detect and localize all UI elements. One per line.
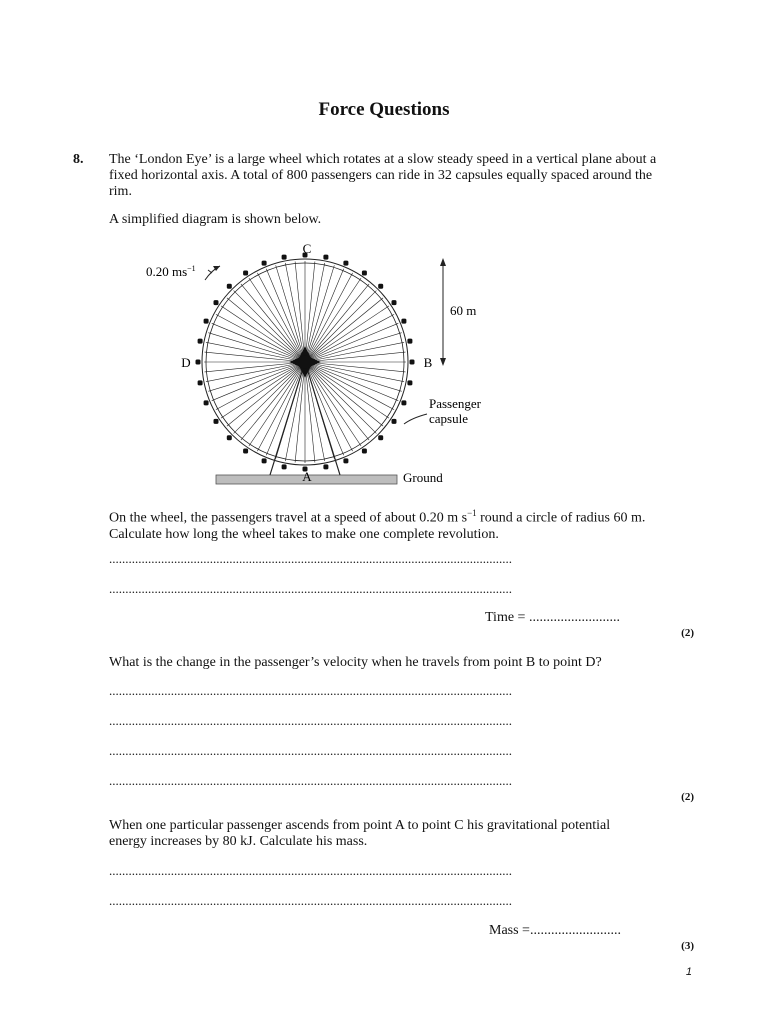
part2-marks: (2): [681, 791, 694, 803]
answer-line[interactable]: ............................................................................................................................: [109, 773, 512, 788]
passenger-capsule-icon: [198, 339, 203, 344]
passenger-capsule-icon: [214, 419, 219, 424]
passenger-capsule-icon: [282, 255, 287, 260]
wheel-spoke: [212, 362, 305, 401]
capsule-label-line1: Passenger: [429, 396, 481, 411]
wheel-spoke: [216, 362, 305, 410]
wheel-spoke: [305, 273, 353, 362]
wheel-spoke: [305, 362, 394, 410]
wheel-spoke: [305, 262, 315, 363]
label-a: A: [302, 469, 312, 484]
answer-line[interactable]: ............................................................................................................................: [109, 713, 512, 728]
answer-line[interactable]: ............................................................................................................................: [109, 893, 512, 908]
wheel-spoke: [241, 362, 305, 440]
passenger-capsule-icon: [401, 400, 406, 405]
label-d: D: [181, 355, 191, 370]
wheel-spoke: [305, 362, 369, 440]
wheel-spoke: [305, 362, 398, 401]
wheel-spoke: [241, 284, 305, 362]
wheel-spoke: [227, 362, 305, 426]
question-intro: The ‘London Eye’ is a large wheel which rotates at a slow steady speed in a vertical plane about a fixed horizontal axis. A total of 800 passengers can ride in 32 capsules equally spaced around the rim.: [109, 152, 657, 199]
passenger-capsule-icon: [198, 380, 203, 385]
part2-question: What is the change in the passenger’s velocity when he travels from point B to point D?: [109, 655, 602, 670]
passenger-capsule-icon: [323, 464, 328, 469]
passenger-capsule-icon: [227, 435, 232, 440]
passenger-capsule-icon: [362, 271, 367, 276]
page-number: 1: [685, 966, 692, 978]
wheel-spoke: [305, 269, 344, 362]
wheel-spoke: [266, 362, 305, 455]
wheel-spoke: [305, 314, 394, 362]
passenger-capsule-icon: [407, 339, 412, 344]
passenger-capsule-icon: [243, 449, 248, 454]
label-c: C: [302, 241, 312, 256]
ground-label: Ground: [403, 470, 443, 485]
passenger-capsule-icon: [362, 449, 367, 454]
passenger-capsule-icon: [214, 300, 219, 305]
capsule-pointer-line: [404, 414, 427, 424]
part1-marks: (2): [681, 627, 694, 639]
wheel-spoke: [305, 362, 344, 455]
part3-marks: (3): [681, 940, 694, 952]
wheel-spoke: [205, 362, 306, 372]
passenger-capsule-icon: [262, 458, 267, 463]
question-number: 8.: [73, 152, 84, 167]
part3-question: When one particular passenger ascends from point A to point C his gravitational potential energy increases by 80 kJ. Calculate his mass.: [109, 818, 611, 849]
answer-line[interactable]: ............................................................................................................................: [109, 863, 512, 878]
passenger-capsule-icon: [243, 271, 248, 276]
passenger-capsule-icon: [392, 300, 397, 305]
page-title: Force Questions: [318, 99, 450, 120]
passenger-capsule-icon: [378, 284, 383, 289]
passenger-capsule-icon: [392, 419, 397, 424]
speed-label: 0.20 $ms^{-1}$: [146, 264, 196, 279]
passenger-capsule-icon: [407, 380, 412, 385]
mass-answer: Mass =..........................: [489, 923, 621, 938]
passenger-capsule-icon: [323, 255, 328, 260]
wheel-spoke: [305, 362, 406, 372]
mass-answer-field[interactable]: ..........................: [529, 923, 621, 938]
wheel-spoke: [266, 269, 305, 362]
wheel-spoke: [305, 323, 398, 362]
height-arrow-bottom-icon: [440, 358, 446, 366]
london-eye-diagram: [0, 0, 768, 500]
passenger-capsule-icon: [227, 284, 232, 289]
passenger-capsule-icon: [262, 261, 267, 266]
wheel-spoke: [295, 262, 305, 363]
answer-line[interactable]: ............................................................................................................................: [109, 581, 512, 596]
passenger-capsule-icon: [401, 319, 406, 324]
passenger-capsule-icon: [196, 360, 201, 365]
label-b: B: [423, 355, 433, 370]
passenger-capsule-icon: [204, 319, 209, 324]
answer-line[interactable]: ............................................................................................................................: [109, 683, 512, 698]
height-label: 60 m: [450, 303, 477, 318]
answer-line[interactable]: ............................................................................................................................: [109, 551, 512, 566]
wheel-spoke: [305, 352, 406, 362]
passenger-capsule-icon: [410, 360, 415, 365]
passenger-capsule-icon: [282, 464, 287, 469]
time-answer: Time = ..........................: [485, 610, 620, 625]
answer-line[interactable]: ............................................................................................................................: [109, 743, 512, 758]
time-answer-field[interactable]: ..........................: [528, 610, 620, 625]
wheel-spoke: [305, 298, 383, 362]
part1-question: On the wheel, the passengers travel at a speed of about 0.20 m $s^{-1}$ round a circle of radius 60 m. Calculate how long the wheel takes to make one complete revolution.: [109, 508, 646, 542]
wheel-spoke: [227, 298, 305, 362]
diagram-intro: A simplified diagram is shown below.: [109, 212, 322, 227]
wheel-spoke: [305, 362, 383, 426]
wheel-spoke: [212, 323, 305, 362]
capsule-label-line2: capsule: [429, 411, 468, 426]
passenger-capsule-icon: [343, 261, 348, 266]
wheel-spoke: [257, 273, 305, 362]
passenger-capsule-icon: [204, 400, 209, 405]
height-arrow-top-icon: [440, 258, 446, 266]
passenger-capsule-icon: [378, 435, 383, 440]
wheel-spoke: [205, 352, 306, 362]
passenger-capsule-icon: [343, 458, 348, 463]
wheel-spoke: [305, 284, 369, 362]
wheel-spoke: [216, 314, 305, 362]
